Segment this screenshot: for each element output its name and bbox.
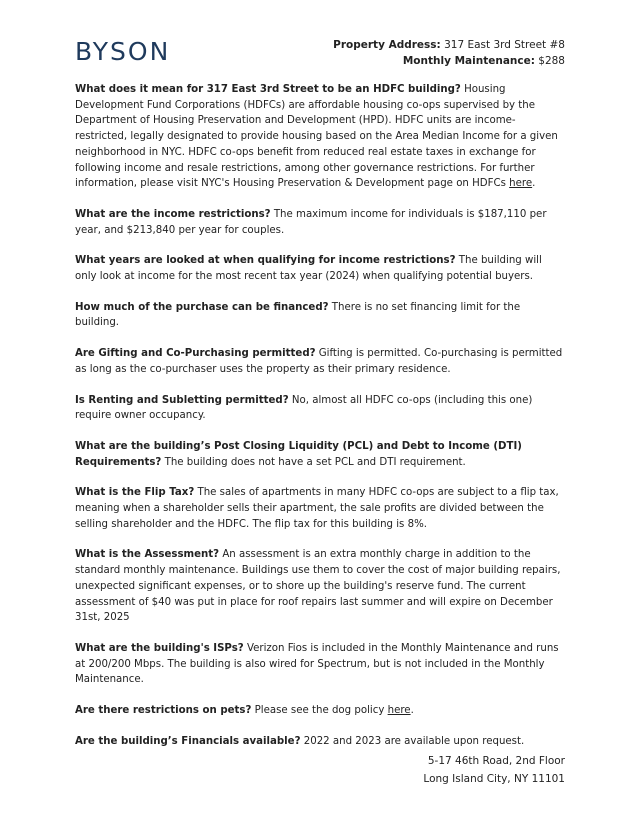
faq-question: What are the income restrictions? — [75, 208, 271, 220]
faq-question: What are the building's ISPs? — [75, 642, 244, 654]
faq-question: Are there restrictions on pets? — [75, 705, 252, 717]
hpd-hdfc-link[interactable]: here — [509, 178, 533, 190]
faq-answer: Verizon Fios is included in the Monthly Maintenance and runs at 200/200 Mbps. The building is also wired for Spectrum, but is not included in the Monthly Maintenance. — [75, 642, 559, 686]
faq-item — [75, 300, 565, 331]
dog-policy-link[interactable]: here — [387, 705, 411, 717]
faq-item — [75, 207, 565, 238]
faq-answer: Please see the dog policy — [254, 705, 385, 717]
faq-item — [75, 82, 565, 192]
monthly-maintenance-value: $288 — [538, 55, 565, 67]
faq-item — [75, 253, 565, 284]
faq-list — [75, 82, 565, 765]
faq-question: What does it mean for 317 East 3rd Street to be an HDFC building? — [75, 84, 461, 95]
faq-question: What years are looked at when qualifying for income restrictions? — [75, 255, 456, 267]
faq-item — [75, 346, 565, 377]
faq-question: How much of the purchase can be financed? — [75, 301, 329, 313]
faq-item — [75, 393, 565, 424]
faq-question: Are the building’s Financials available? — [75, 735, 301, 747]
monthly-maintenance — [333, 53, 565, 69]
property-info — [333, 37, 565, 69]
faq-answer: The sales of apartments in many HDFC co-ops are subject to a flip tax, meaning when a shareholder sells their apartment, the sale profits are divided between the selling shareholder and the HDFC. The flip tax for this building is 8%. — [75, 487, 559, 530]
faq-item — [75, 547, 565, 626]
byson-logo: BYSON — [75, 37, 171, 66]
faq-answer: The building will only look at income for the most recent tax year (2024) when qualifying potential buyers. — [75, 255, 542, 283]
faq-item — [75, 439, 565, 470]
faq-answer: 2022 and 2023 are available upon request. — [303, 735, 525, 747]
faq-answer: There is no set financing limit for the building. — [75, 301, 521, 329]
property-address-value: 317 East 3rd Street #8 — [444, 39, 565, 51]
faq-question: What is the Assessment? — [75, 549, 220, 561]
address-line-2: Long Island City, NY 11101 — [423, 773, 565, 785]
faq-answer: The building does not have a set PCL and DTI requirement. — [164, 456, 466, 468]
faq-question: Is Renting and Subletting permitted? — [75, 394, 289, 406]
faq-question: What is the Flip Tax? — [75, 487, 195, 499]
faq-answer: The maximum income for individuals is $187,110 per year, and $213,840 per year for couples. — [75, 208, 547, 236]
address-line-1: 5-17 46th Road, 2nd Floor — [427, 755, 565, 767]
faq-item — [75, 703, 565, 719]
faq-question: Are Gifting and Co-Purchasing permitted? — [75, 348, 316, 360]
faq-item — [75, 641, 565, 688]
faq-answer: An assessment is an extra monthly charge in addition to the standard monthly maintenance. Buildings use them to cover the cost of major building repairs, unexpected significant expenses, or to shore up the building's reserve fund. The current assessment of $40 was put in place for roof repairs last summer and will expire on December 31st, 2025 — [75, 549, 561, 624]
office-address — [423, 752, 565, 788]
monthly-maintenance-label: Monthly Maintenance: — [402, 55, 535, 67]
faq-answer: Housing Development Fund Corporations (HDFCs) are affordable housing co-ops supervised by the Department of Housing Preservation and Development (HPD). HDFC units are income-restricted, legally designated to provide housing based on the Area Median Income for a given neighborhood in NYC. HDFC co-ops benefit from reduced real estate taxes in exchange for following income and resale restrictions, among other governance restrictions. For further information, please visit NYC's Housing Preservation & Development page on HDFCs — [75, 84, 558, 190]
faq-answer: Gifting is permitted. Co-purchasing is permitted as long as the co-purchaser uses the property as their primary residence. — [75, 348, 563, 375]
faq-question: What are the building’s Post Closing Liquidity (PCL) and Debt to Income (DTI) Requirements? — [75, 440, 522, 468]
faq-answer: No, almost all HDFC co-ops (including this one) require owner occupancy. — [75, 394, 533, 422]
faq-item — [75, 734, 565, 750]
faq-item — [75, 485, 565, 532]
faq-answer-tail: . — [410, 705, 414, 717]
property-address-label: Property Address: — [333, 39, 441, 51]
faq-answer-tail: . — [532, 178, 536, 190]
property-address — [333, 37, 565, 53]
